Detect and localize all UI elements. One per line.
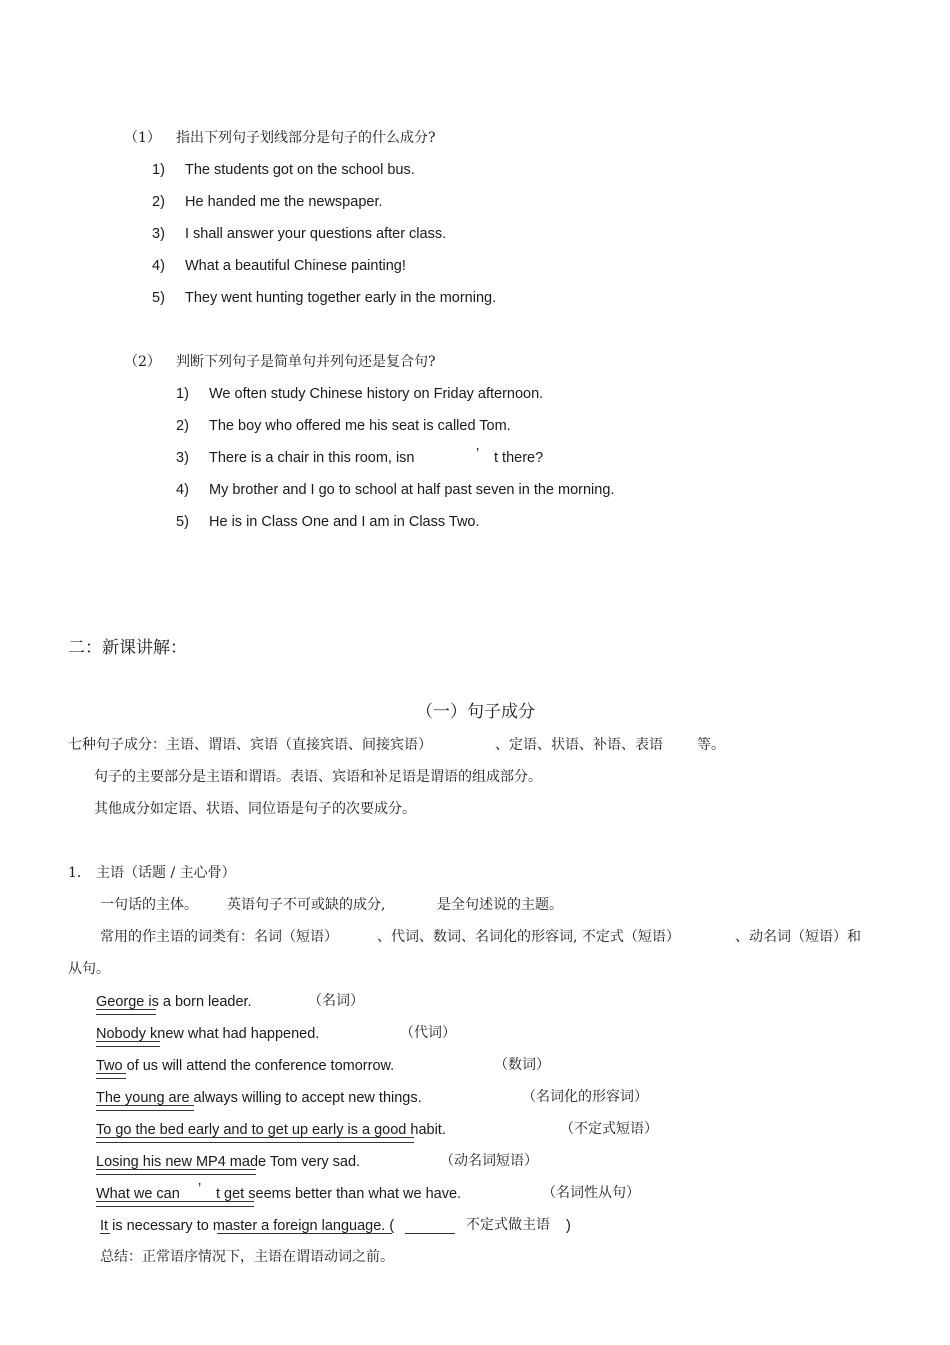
example-sentence: [96, 1057, 394, 1075]
example-note: （名词化的形容词）: [522, 1089, 648, 1105]
underlined-subject: Two: [96, 1058, 127, 1074]
exercise1-item-number: 2): [152, 194, 165, 210]
exercise1-prompt: 指出下列句子划线部分是句子的什么成分?: [176, 130, 436, 146]
sentence-rest: ew what had happened.: [165, 1026, 320, 1042]
exercise1-item-number: 4): [152, 258, 165, 274]
point1-desc-a: 一句话的主体。: [100, 897, 198, 913]
exercise2-item-text: He is in Class One and I am in Class Two.: [209, 514, 480, 530]
sentence-rest: seems better than what we have.: [248, 1186, 462, 1202]
sentence-rest: de Tom very sad.: [249, 1154, 361, 1170]
it-real-subject: master a foreign language.: [212, 1218, 386, 1234]
intro-line-1a: 七种句子成分：主语、谓语、宾语（直接宾语、间接宾语）: [68, 737, 432, 753]
exercise2-number: （2）: [124, 354, 161, 370]
exercise2-item-apostrophe: ’: [476, 446, 480, 462]
exercise2-prompt: 判断下列句子是简单句并列句还是复合句?: [176, 354, 436, 370]
point1-title: 主语（话题 / 主心骨）: [96, 865, 236, 881]
exercise2-item-number: 2): [176, 418, 189, 434]
exercise2-item-text: There is a chair in this room, isn: [209, 450, 415, 466]
underlined-subject: To go the bed early and to get up early is a goo: [96, 1122, 399, 1138]
underlined-subject: Losing his new MP4 ma: [96, 1154, 250, 1170]
double-underline: [96, 1073, 126, 1079]
intro-line-3: 其他成分如定语、状语、同位语是句子的次要成分。: [94, 801, 416, 817]
exercise2-item-text-tail: t there?: [494, 450, 544, 466]
point1-common-c: 、动名词（短语）和: [735, 929, 861, 945]
section-heading: 二：新课讲解：: [68, 638, 187, 658]
point1-desc-c: 是全句述说的主题。: [437, 897, 563, 913]
example-note: （名词）: [308, 993, 364, 1009]
double-underline: [96, 1009, 156, 1015]
example-note: （不定式短语）: [560, 1121, 658, 1137]
point1-common-b: 、代词、数词、名词化的形容词, 不定式（短语）: [377, 929, 680, 945]
underlined-subject: George is: [96, 994, 159, 1010]
underlined-subject: What we can: [96, 1186, 180, 1202]
exercise2-item-number: 5): [176, 514, 189, 530]
sentence-rest: a born leader.: [158, 994, 252, 1010]
intro-line-2: 句子的主要部分是主语和谓语。表语、宾语和补足语是谓语的组成部分。: [94, 769, 542, 785]
it-note: 不定式做主语: [466, 1217, 550, 1233]
it-paren: (: [385, 1218, 395, 1234]
point1-number: 1．: [68, 865, 91, 881]
intro-line-1c: 等。: [697, 737, 725, 753]
exercise2-item-text: The boy who offered me his seat is called Tom.: [209, 418, 511, 434]
double-underline: [96, 1169, 256, 1175]
exercise1-item-text: I shall answer your questions after class.: [185, 226, 447, 242]
exercise1-item-text: The students got on the school bus.: [185, 162, 415, 178]
double-underline: [96, 1201, 254, 1207]
exercise2-item-number: 1): [176, 386, 189, 402]
summary: 总结：正常语序情况下，主语在谓语动词之前。: [100, 1249, 394, 1265]
blank-line: [405, 1233, 455, 1234]
exercise2-item-number: 3): [176, 450, 189, 466]
example-note: （动名词短语）: [440, 1153, 538, 1169]
sentence-rest: d habit.: [398, 1122, 446, 1138]
exercise1-item-number: 1): [152, 162, 165, 178]
underlined-subject: The young ar: [96, 1090, 182, 1106]
sentence-rest: e always willing to accept new things.: [181, 1090, 422, 1106]
subheading: （一）句子成分: [416, 702, 535, 722]
underline: [100, 1233, 110, 1234]
exercise1-item-number: 5): [152, 290, 165, 306]
point1-common-d: 从句。: [68, 961, 110, 977]
double-underline: [96, 1041, 160, 1047]
sentence-rest: of us will attend the conference tomorrow.: [126, 1058, 395, 1074]
underlined-subject: t get: [216, 1186, 249, 1202]
exercise1-item-text: He handed me the newspaper.: [185, 194, 383, 210]
underlined-subject: Nobody kn: [96, 1026, 166, 1042]
point1-desc-b: 英语句子不可或缺的成分,: [227, 897, 386, 913]
exercise1-number: （1）: [124, 130, 161, 146]
point1-common-a: 常用的作主语的词类有：名词（短语）: [100, 929, 338, 945]
it-word: It: [100, 1218, 109, 1234]
it-middle: is necessary to: [108, 1218, 213, 1234]
exercise2-item-text: We often study Chinese history on Friday afternoon.: [209, 386, 544, 402]
exercise1-item-text: What a beautiful Chinese painting!: [185, 258, 406, 274]
exercise1-item-number: 3): [152, 226, 165, 242]
example-note: （代词）: [400, 1025, 456, 1041]
exercise2-item-text: My brother and I go to school at half past seven in the morning.: [209, 482, 615, 498]
apostrophe: ’: [198, 1181, 202, 1197]
exercise1-item-text: They went hunting together early in the morning.: [185, 290, 497, 306]
example-note: （数词）: [494, 1057, 550, 1073]
exercise2-item-number: 4): [176, 482, 189, 498]
example-note: （名词性从句）: [542, 1185, 640, 1201]
underline: [217, 1233, 392, 1234]
intro-line-1b: 、定语、状语、补语、表语: [495, 737, 663, 753]
double-underline: [96, 1105, 194, 1111]
double-underline: [96, 1137, 414, 1143]
it-close: ): [566, 1218, 571, 1234]
